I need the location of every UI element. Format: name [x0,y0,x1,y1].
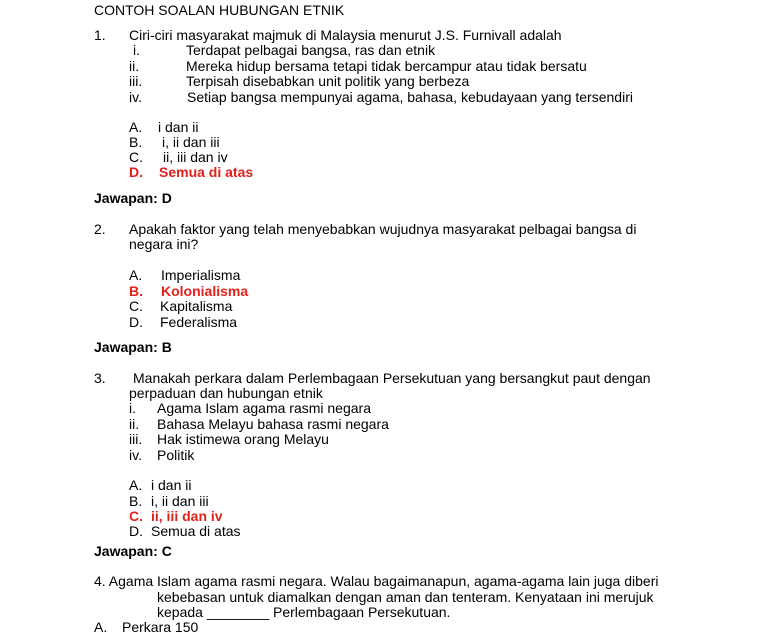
q1-option-letter-correct: D. [129,164,143,180]
q3-item-roman: i. [129,400,136,416]
q2-option-letter: A. [129,267,143,283]
q3-option-text-correct: ii, iii dan iv [151,508,223,524]
q1-text: Ciri-ciri masyarakat majmuk di Malaysia menurut J.S. Furnivall adalah [129,27,562,43]
q1-item-text: Terdapat pelbagai bangsa, ras dan etnik [186,42,436,58]
q2-option-text: Imperialisma [161,267,241,283]
q3-answer: Jawapan: C [94,543,172,559]
q3-option-letter-correct: C. [129,508,143,524]
q4-option-text: Perkara 150 [122,619,199,635]
q1-item-text: Mereka hidup bersama tetapi tidak bercampur atau tidak bersatu [186,58,587,74]
q1-number: 1. [94,27,106,43]
q3-option-letter: B. [129,493,143,509]
q1-option-letter: C. [129,149,143,165]
q3-item-text: Hak istimewa orang Melayu [157,431,329,447]
q4-text-line1: 4. Agama Islam agama rasmi negara. Walau bagaimanapun, agama-agama lain juga diberi [94,573,659,589]
q1-answer: Jawapan: D [94,190,172,206]
q2-option-text: Federalisma [160,314,238,330]
q1-item-roman: ii. [129,58,140,74]
q3-item-roman: iv. [129,447,142,463]
q1-item-roman: i. [133,42,140,58]
q3-option-letter: A. [129,477,143,493]
q3-option-letter: D. [129,523,143,539]
q3-item-roman: iii. [129,431,143,447]
q2-option-letter-correct: B. [129,283,143,299]
q3-item-text: Bahasa Melayu bahasa rasmi negara [157,416,389,432]
q3-number: 3. [94,370,106,386]
q1-option-text-correct: Semua di atas [159,164,254,180]
q2-option-letter: D. [129,314,143,330]
q2-option-letter: C. [129,298,143,314]
q3-item-text: Politik [157,447,195,463]
q3-item-text: Agama Islam agama rasmi negara [157,400,371,416]
q1-option-text: ii, iii dan iv [163,149,228,165]
q3-option-text: i, ii dan iii [151,493,209,509]
page-title: CONTOH SOALAN HUBUNGAN ETNIK [94,2,345,18]
q2-option-text: Kapitalisma [160,298,233,314]
q1-item-roman: iii. [129,73,143,89]
q3-text-line1: Manakah perkara dalam Perlembagaan Persekutuan yang bersangkut paut dengan [133,370,651,386]
q3-text-line2: perpaduan dan hubungan etnik [129,385,323,401]
q4-option-letter: A. [94,619,108,635]
q1-item-text: Setiap bangsa mempunyai agama, bahasa, kebudayaan yang tersendiri [187,89,633,105]
q2-number: 2. [94,221,106,237]
q2-text-line1: Apakah faktor yang telah menyebabkan wujudnya masyarakat pelbagai bangsa di [129,221,637,237]
q2-option-text-correct: Kolonialisma [161,283,249,299]
q2-answer: Jawapan: B [94,339,172,355]
q3-option-text: i dan ii [151,477,192,493]
q1-option-text: i dan ii [158,119,199,135]
q1-option-text: i, ii dan iii [162,134,220,150]
q3-item-roman: ii. [129,416,140,432]
q3-option-text: Semua di atas [151,523,241,539]
q1-item-text: Terpisah disebabkan unit politik yang berbeza [186,73,470,89]
q4-text-line3: kepada ________ Perlembagaan Persekutuan. [157,604,451,620]
q2-text-line2: negara ini? [129,236,199,252]
q1-item-roman: iv. [129,89,142,105]
q1-option-letter: A. [129,119,143,135]
q4-text-line2: kebebasan untuk diamalkan dengan aman dan tenteram. Kenyataan ini merujuk [157,589,654,605]
q1-option-letter: B. [129,134,143,150]
